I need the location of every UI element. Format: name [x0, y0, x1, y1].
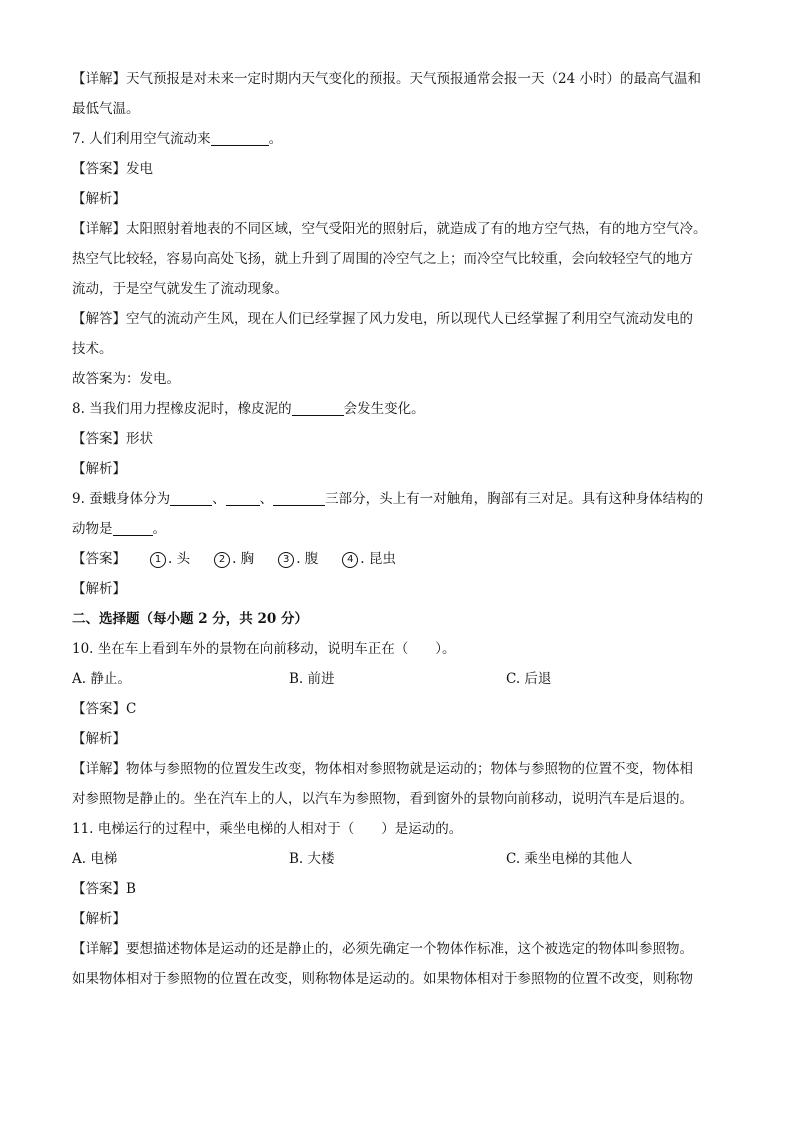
circled-number: 4 — [342, 552, 358, 568]
analysis-label: 【解析】 — [72, 191, 126, 207]
options-row — [72, 844, 722, 874]
text-line: 最低气温。 — [72, 101, 140, 117]
option-b: B. 大楼 — [289, 851, 335, 867]
option-b: B. 前进 — [289, 671, 335, 687]
text-line: 流动，于是空气就发生了流动现象。 — [72, 281, 288, 297]
analysis-label: 【解析】 — [72, 731, 126, 747]
answer-blank — [211, 129, 269, 146]
circled-number: 3 — [278, 552, 294, 568]
answer-blank — [170, 489, 212, 506]
text-line: 【详解】太阳照射着地表的不同区域，空气受阳光的照射后，就造成了有的地方空气热，有的地方空气冷。 — [72, 221, 707, 237]
question-9: 9. 蚕蛾身体分为 、 、 三部分，头上有一对触角，胸部有三对足。具有这种身体结构的 — [72, 491, 704, 507]
analysis-label: 【解析】 — [72, 581, 126, 597]
answer-line: 【答案】C — [72, 701, 137, 717]
text-line: 热空气比较轻，容易向高处飞扬，就上升到了周围的冷空气之上；而冷空气比较重，会向较轻空气的地方 — [72, 251, 693, 267]
text-line: 【解答】空气的流动产生风，现在人们已经掌握了风力发电，所以现代人已经掌握了利用空气流动发电的 — [72, 311, 693, 327]
option-c: C. 乘坐电梯的其他人 — [506, 851, 633, 867]
circled-number: 1 — [150, 552, 166, 568]
text-line: 【详解】物体与参照物的位置发生改变，物体相对参照物就是运动的；物体与参照物的位置不变，物体相 — [72, 761, 693, 777]
document-page — [72, 64, 722, 994]
text-line: 【详解】天气预报是对未来一定时期内天气变化的预报。天气预报通常会报一天（24 小时）的最高气温和 — [72, 71, 701, 87]
analysis-label: 【解析】 — [72, 911, 126, 927]
answer-line: 【答案】 1 . 头 2 . 胸 3 . 腹 4 . 昆虫 — [72, 551, 396, 567]
options-row — [72, 664, 722, 694]
question-7: 7. 人们利用空气流动来 。 — [72, 131, 283, 147]
option-a: A. 静止。 — [72, 671, 131, 687]
text-line: 对参照物是静止的。坐在汽车上的人，以汽车为参照物，看到窗外的景物向前移动，说明汽车是后退的。 — [72, 791, 693, 807]
answer-blank — [273, 489, 325, 506]
circled-number: 2 — [214, 552, 230, 568]
answer-blank — [292, 399, 344, 416]
question-11: 11. 电梯运行的过程中，乘坐电梯的人相对于（ ）是运动的。 — [72, 821, 463, 837]
text-line: 如果物体相对于参照物的位置在改变，则称物体是运动的。如果物体相对于参照物的位置不改变，则称物 — [72, 971, 693, 987]
analysis-label: 【解析】 — [72, 461, 126, 477]
answer-line: 【答案】形状 — [72, 431, 153, 447]
text-line: 故答案为：发电。 — [72, 371, 180, 387]
answer-line: 【答案】B — [72, 881, 136, 897]
question-9-cont: 动物是 。 — [72, 521, 166, 537]
answer-line: 【答案】发电 — [72, 161, 153, 177]
option-a: A. 电梯 — [72, 851, 118, 867]
question-8: 8. 当我们用力捏橡皮泥时，橡皮泥的 会发生变化。 — [72, 401, 425, 417]
question-10: 10. 坐在车上看到车外的景物在向前移动，说明车正在（ ）。 — [72, 641, 456, 657]
option-c: C. 后退 — [506, 671, 552, 687]
answer-blank — [113, 519, 153, 536]
text-line: 技术。 — [72, 341, 113, 357]
answer-blank — [226, 489, 260, 506]
section-heading: 二、选择题（每小题 2 分，共 20 分） — [72, 611, 308, 627]
text-line: 【详解】要想描述物体是运动的还是静止的，必须先确定一个物体作标准，这个被选定的物体叫参照物。 — [72, 941, 693, 957]
